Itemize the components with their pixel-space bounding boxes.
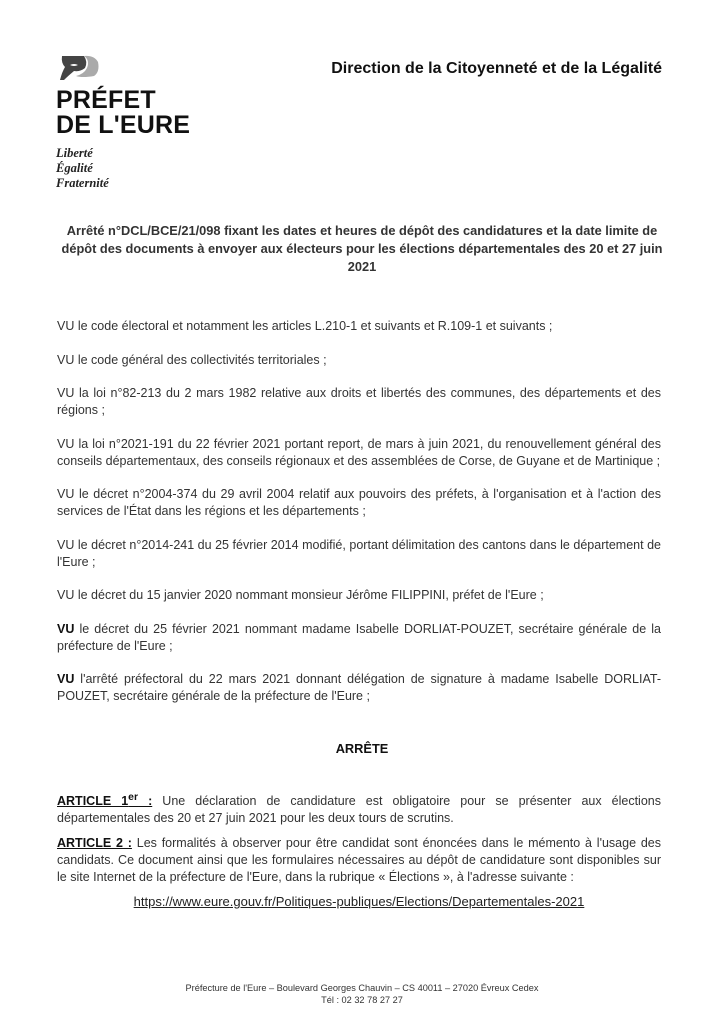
footer-phone: Tél : 02 32 78 27 27 xyxy=(321,995,403,1005)
prefet-title-line2: DE L'EURE xyxy=(56,111,191,139)
direction-title: Direction de la Citoyenneté et de la Légalité xyxy=(331,60,662,77)
article-label: ARTICLE 2 : xyxy=(57,836,132,851)
prefet-title xyxy=(56,88,190,138)
visa-text: la loi n°82-213 du 2 mars 1982 relative aux droits et libertés des communes, des départements et des régions ; xyxy=(57,386,661,417)
footer-address: Préfecture de l'Eure – Boulevard Georges Chauvin – CS 40011 – 27020 Évreux Cedex xyxy=(185,983,539,993)
visa-text: le code général des collectivités territoriales ; xyxy=(74,352,327,367)
visa-item xyxy=(57,587,661,604)
visa-text: le décret n°2014-241 du 25 février 2014 modifié, portant délimitation des cantons dans le département de l'Eure ; xyxy=(57,537,661,569)
motto-fraternite: Fraternité xyxy=(56,176,109,190)
article-label-suffix: : xyxy=(138,794,153,809)
page-footer xyxy=(0,982,724,1006)
article-label-sup: er xyxy=(128,792,139,803)
elections-url-link[interactable]: https://www.eure.gouv.fr/Politiques-publiques/Elections/Departementales-2021 xyxy=(133,894,585,910)
visa-prefix: VU xyxy=(57,487,75,501)
article-text: Une déclaration de candidature est obligatoire pour se présenter aux élections départementales des 20 et 27 juin 2021 pour les deux tours de scrutins. xyxy=(57,794,661,826)
visa-prefix: VU xyxy=(57,588,75,602)
visa-item xyxy=(57,671,661,705)
article-2 xyxy=(57,835,661,886)
arrete-heading: ARRÊTE xyxy=(335,741,389,756)
visa-text: le décret du 25 février 2021 nommant madame Isabelle DORLIAT-POUZET, secrétaire générale de la préfecture de l'Eure ; xyxy=(57,621,661,653)
visa-item xyxy=(57,436,661,470)
article-label-text: ARTICLE 1 xyxy=(57,794,129,809)
visa-prefix-bold: VU xyxy=(57,672,75,686)
visa-prefix: VU xyxy=(57,386,75,400)
articles-list xyxy=(57,789,661,909)
visa-item xyxy=(57,385,661,419)
visa-prefix: VU xyxy=(57,352,75,367)
visa-prefix-bold: VU xyxy=(57,621,75,636)
article-text: Les formalités à observer pour être candidat sont énoncées dans le mémento à l'usage des candidats. Ce document ainsi que les formulaires nécessaires au dépôt de candidature sont disponibles sur le site Internet de la préfecture de l'Eure, dans la rubrique « Élections », à l'adresse suivante : xyxy=(57,836,661,885)
visa-text: le décret du 15 janvier 2020 nommant monsieur Jérôme FILIPPINI, préfet de l'Eure ; xyxy=(74,588,544,602)
arrete-title: Arrêté n°DCL/BCE/21/098 fixant les dates et heures de dépôt des candidatures et la date limite de dépôt des documents à envoyer aux électeurs pour les élections départementales des 20 et 27 juin 2021 xyxy=(61,223,663,274)
visa-item xyxy=(57,621,661,655)
visa-item xyxy=(57,537,661,571)
article-label xyxy=(57,794,152,808)
visa-text: la loi n°2021-191 du 22 février 2021 portant report, de mars à juin 2021, du renouvellement général des conseils départementaux, des conseils régionaux et des assemblées de Corse, de Guyane et de Martinique ; xyxy=(57,436,661,468)
prefecture-logo xyxy=(56,52,190,191)
visas-list xyxy=(57,318,661,722)
visa-prefix: VU xyxy=(57,537,75,552)
article-1 xyxy=(57,789,661,827)
motto-egalite: Égalité xyxy=(56,161,93,175)
visa-text: l'arrêté préfectoral du 22 mars 2021 donnant délégation de signature à madame Isabelle DORLIAT-POUZET, secrétaire générale de la préfecture de l'Eure ; xyxy=(57,672,661,703)
motto-liberte: Liberté xyxy=(56,146,93,160)
visa-prefix: VU xyxy=(57,436,75,451)
visa-text: le code électoral et notamment les articles L.210-1 et suivants et R.109-1 et suivants ; xyxy=(74,319,553,333)
visa-item xyxy=(57,486,661,520)
prefet-title-line1: PRÉFET xyxy=(56,86,156,114)
visa-item xyxy=(57,318,661,335)
visa-prefix: VU xyxy=(57,319,75,333)
republic-motto xyxy=(56,146,190,191)
visa-item xyxy=(57,352,661,369)
visa-text: le décret n°2004-374 du 29 avril 2004 relatif aux pouvoirs des préfets, à l'organisation et à l'action des services de l'État dans les régions et les départements ; xyxy=(57,487,661,518)
marianne-icon xyxy=(56,52,104,82)
